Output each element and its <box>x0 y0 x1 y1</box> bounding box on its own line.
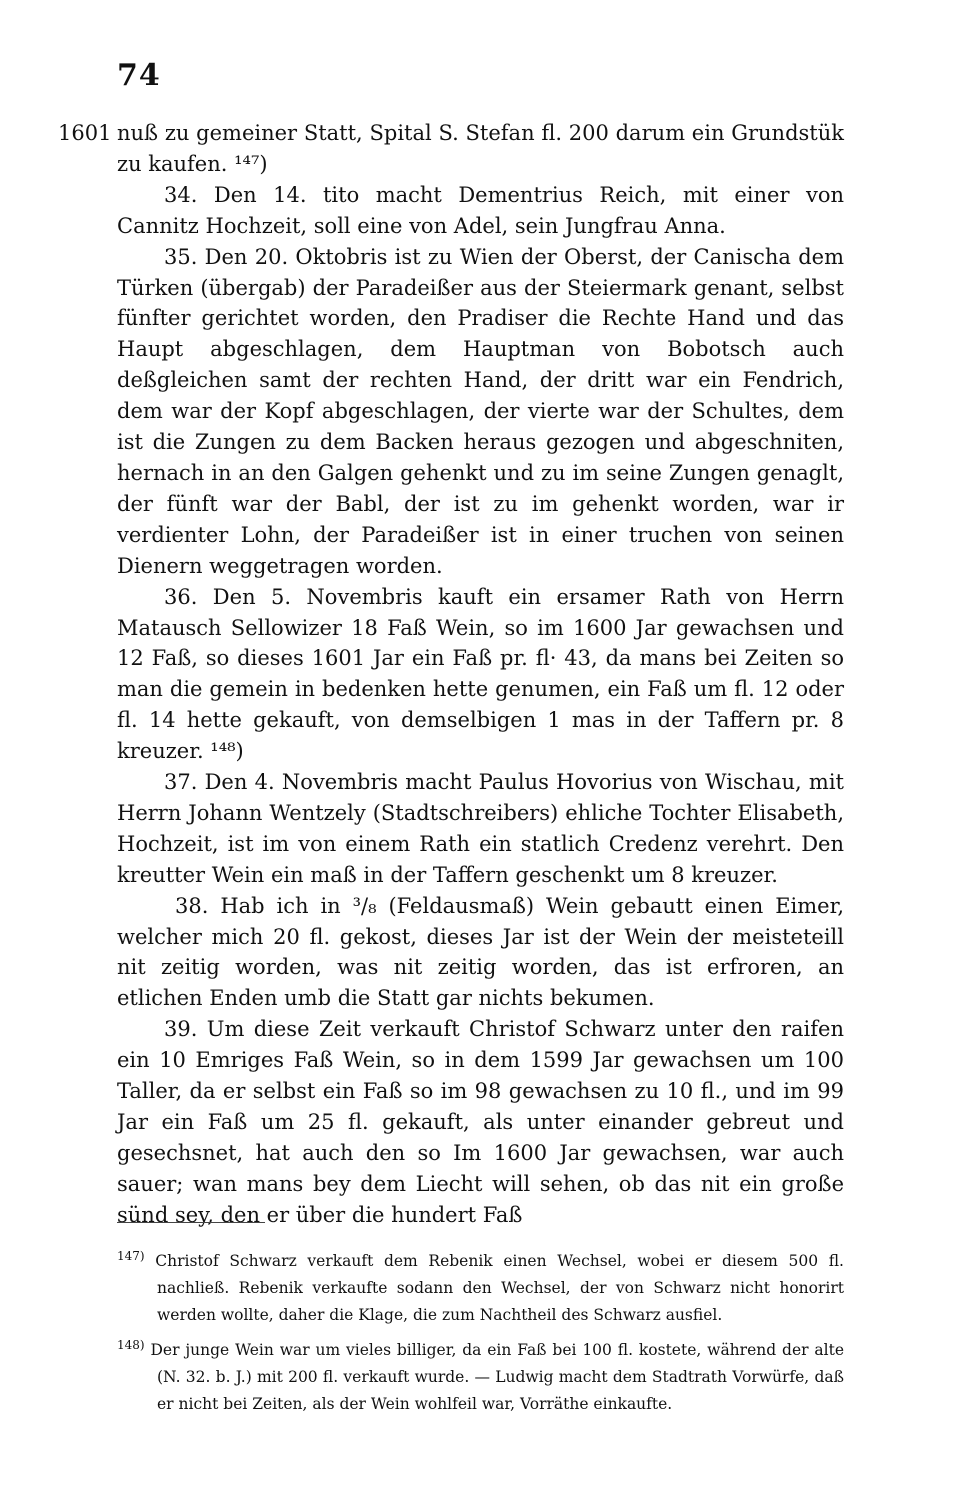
paragraph-35: 35. Den 20. Oktobris ist zu Wien der Oberst, der Canischa dem Türken (übergab) der Paradeißer aus der Steiermark genant, selbst fünfter gerichtet worden, den Pradiser die Rechte Hand und das Haupt abgeschlagen, dem Hauptman von Bobotsch auch deßgleichen samt der rechten Hand, der dritt war ein Fendrich, dem war der Kopf abgeschlagen, der vierte war der Schultes, dem ist die Zungen zu dem Backen heraus gezogen und abgeschniten, hernach in an den Galgen gehenkt und zu im seine Zungen genaglt, der fünft war der Babl, der ist zu im gehenkt worden, war ir verdienter Lohn, der Paradeißer ist in einer truchen von seinen Dienern weggetragen worden. <box>117 244 844 578</box>
footnote-text: Der junge Wein war um vieles billiger, da ein Faß bei 100 fl. kostete, während der alte (N. 32. b. J.) mit 200 fl. verkauft wurde. — Ludwig macht dem Stadtrath Vorwürfe, daß er nicht bei Zeiten, als der Wein wohlfeil war, Vorräthe einkaufte. <box>150 1341 844 1413</box>
paragraph-continuation: nuß zu gemeiner Statt, Spital S. Stefan fl. 200 darum ein Grundstük zu kaufen. ¹⁴⁷) <box>117 121 844 176</box>
footnotes <box>117 1248 844 1426</box>
footnote-marker: 148) <box>117 1337 145 1352</box>
paragraph-38: 38. Hab ich in ³/₈ (Feldausmaß) Wein gebautt einen Eimer, welcher mich 20 fl. gekost, dieses Jar ist der Wein der meisteteill nit zeitig worden, was nit zeitig worden, das ist erfroren, an etlichen Enden umb die Statt gar nichts bekumen. <box>117 893 844 1011</box>
margin-year: 1601 <box>58 121 112 145</box>
paragraph-37: 37. Den 4. Novembris macht Paulus Hovorius von Wischau, mit Herrn Johann Wentzely (Stadtschreibers) ehliche Tochter Elisabeth, Hochzeit, ist im von einem Rath ein statlich Credenz verehrt. Den kreutter Wein ein maß in der Taffern geschenkt um 8 kreuzer. <box>117 770 844 887</box>
page-number: 74 <box>117 58 161 93</box>
main-text <box>117 118 844 1231</box>
paragraph-36: 36. Den 5. Novembris kauft ein ersamer Rath von Herrn Matausch Sellowizer 18 Faß Wein, so im 1600 Jar gewachsen und 12 Faß, so dieses 1601 Jar ein Faß pr. fl· 43, da mans bei Zeiten so man die gemein in bedenken hette genumen, ein Faß um fl. 12 oder fl. 14 hette gekauft, von demselbigen 1 mas in der Taffern pr. 8 kreuzer. ¹⁴⁸) <box>117 584 844 764</box>
paragraph-34: 34. Den 14. tito macht Dementrius Reich, mit einer von Cannitz Hochzeit, soll eine von Adel, sein Jungfrau Anna. <box>117 182 844 238</box>
footnote-divider <box>117 1222 265 1223</box>
footnote-148 <box>117 1337 844 1418</box>
footnote-147 <box>117 1248 844 1329</box>
footnote-text: Christof Schwarz verkauft dem Rebenik einen Wechsel, wobei er diesem 500 fl. nachließ. Rebenik verkaufte sodann den Wechsel, der von Schwarz nicht honorirt werden wollte, daher die Klage, die zum Nachtheil des Schwarz ausfiel. <box>155 1252 844 1324</box>
paragraph-39: 39. Um diese Zeit verkauft Christof Schwarz unter den raifen ein 10 Emriges Faß Wein, so in dem 1599 Jar gewachsen um 100 Taller, da er selbst ein Faß so im 98 gewachsen zu 10 fl., und im 99 Jar ein Faß um 25 fl. gekauft, als unter einander gebreut und gesechsnet, hat auch den so Im 1600 Jar gewachsen, war auch sauer; wan mans bey dem Liecht will sehen, ob das nit ein große sünd sey, den er über die hundert Faß <box>117 1017 844 1227</box>
footnote-marker: 147) <box>117 1248 145 1263</box>
